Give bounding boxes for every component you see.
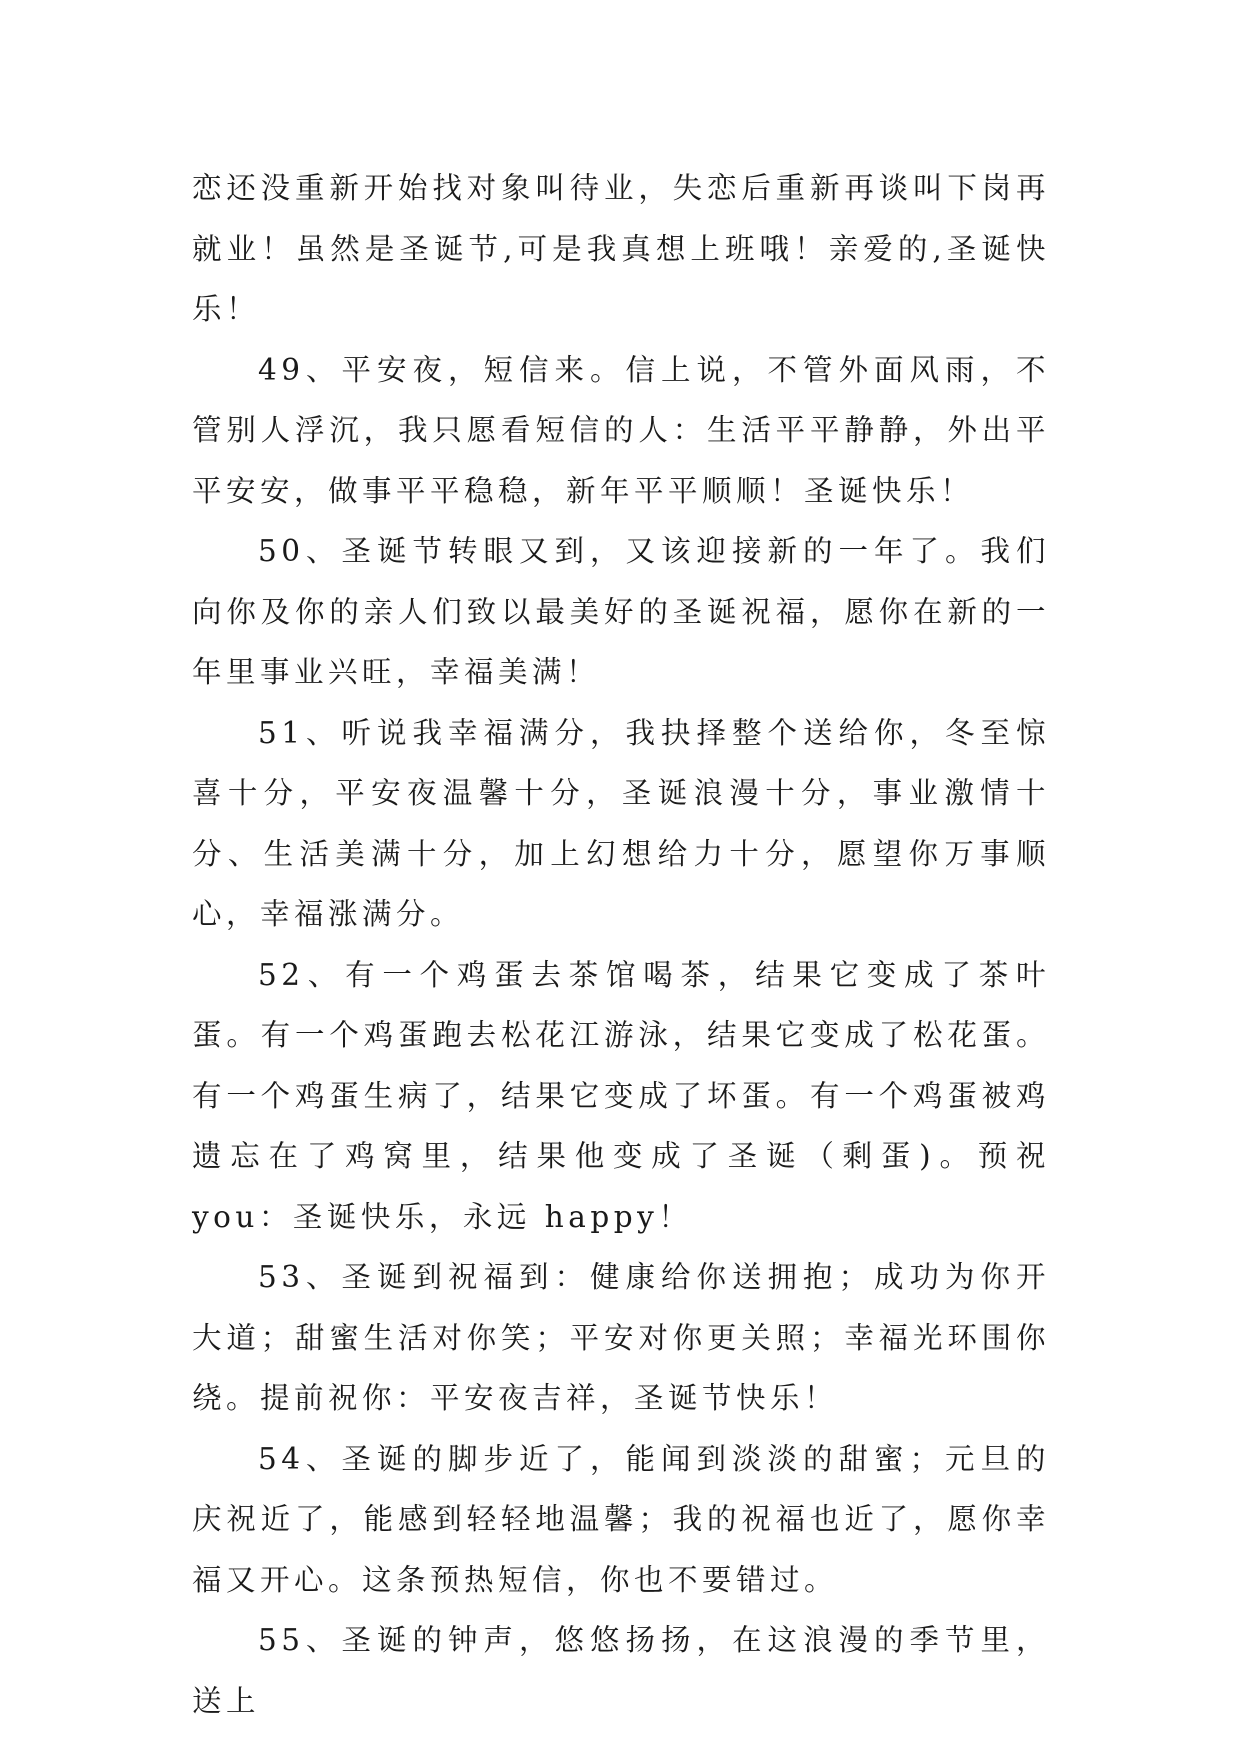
paragraph-49: 49、平安夜，短信来。信上说，不管外面风雨，不管别人浮沉，我只愿看短信的人：生活平平静静，外出平平安安，做事平平稳稳，新年平平顺顺！圣诞快乐！: [192, 352, 1050, 508]
paragraph-54: 54、圣诞的脚步近了，能闻到淡淡的甜蜜；元旦的庆祝近了，能感到轻轻地温馨；我的祝福也近了，愿你幸福又开心。这条预热短信，你也不要错过。: [192, 1441, 1050, 1597]
paragraph-51: 51、听说我幸福满分，我抉择整个送给你，冬至惊喜十分，平安夜温馨十分，圣诞浪漫十分，事业激情十分、生活美满十分，加上幻想给力十分，愿望你万事顺心，幸福涨满分。: [192, 715, 1050, 931]
paragraph-continuation: 恋还没重新开始找对象叫待业，失恋后重新再谈叫下岗再就业！虽然是圣诞节,可是我真想上班哦！亲爱的,圣诞快乐！: [192, 171, 1050, 326]
paragraph-50: 50、圣诞节转眼又到，又该迎接新的一年了。我们向你及你的亲人们致以最美好的圣诞祝福，愿你在新的一年里事业兴旺，幸福美满！: [192, 534, 1050, 689]
paragraph-52: 52、有一个鸡蛋去茶馆喝茶，结果它变成了茶叶蛋。有一个鸡蛋跑去松花江游泳，结果它变成了松花蛋。有一个鸡蛋生病了，结果它变成了坏蛋。有一个鸡蛋被鸡遗忘在了鸡窝里，结果他变成了圣诞（剩蛋)。预祝 you：圣诞快乐，永远 happy！: [192, 957, 1050, 1234]
document-body: [192, 158, 1050, 1731]
paragraph-55: 55、圣诞的钟声，悠悠扬扬，在这浪漫的季节里，送上: [192, 1623, 1050, 1718]
paragraph-53: 53、圣诞到祝福到：健康给你送拥抱；成功为你开大道；甜蜜生活对你笑；平安对你更关照；幸福光环围你绕。提前祝你：平安夜吉祥，圣诞节快乐！: [192, 1260, 1050, 1415]
